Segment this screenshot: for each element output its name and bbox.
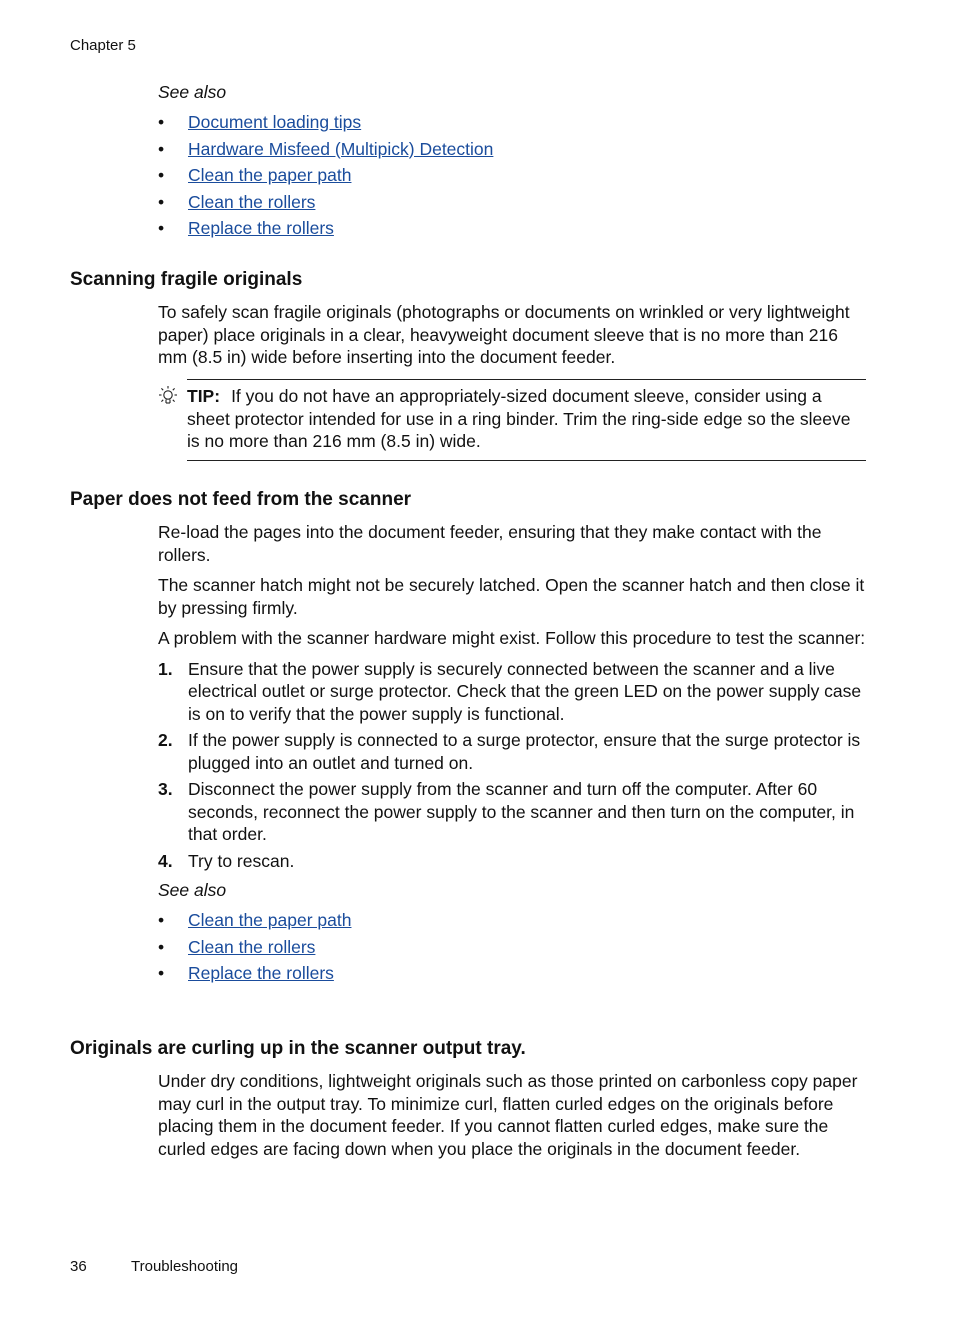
procedure-step — [158, 778, 866, 846]
nofeed-body — [158, 521, 866, 984]
procedure-steps — [158, 658, 866, 873]
curling-paragraph: Under dry conditions, lightweight originals such as those printed on carbonless copy paper may curl in the output tray. To minimize curl, flatten curled edges on the originals before placing them in the document feeder. If you cannot flatten curled edges, make sure the curled edges are facing down when you place the originals in the document feeder. — [158, 1071, 858, 1159]
procedure-step — [158, 729, 866, 774]
tip-label: TIP: — [187, 386, 221, 406]
heading-paper-does-not-feed: Paper does not feed from the scanner — [70, 489, 412, 510]
heading-scanning-fragile-originals: Scanning fragile originals — [70, 269, 303, 290]
bullet: • — [158, 218, 165, 238]
bullet: • — [158, 112, 165, 132]
tip-top-rule — [187, 379, 866, 380]
step-number: 2. — [158, 730, 173, 750]
list-item — [158, 165, 866, 186]
step-text: If the power supply is connected to a surge protector, ensure that the surge protector is plugged into an outlet and turned on. — [188, 730, 861, 773]
see-also-label: See also — [158, 82, 227, 102]
tip-box — [158, 379, 866, 462]
page-number: 36 — [70, 1258, 87, 1275]
procedure-step — [158, 658, 866, 726]
heading-originals-curling: Originals are curling up in the scanner output tray. — [70, 1038, 526, 1059]
fragile-body — [158, 301, 866, 369]
bullet: • — [158, 936, 165, 957]
list-item — [158, 112, 866, 133]
fragile-paragraph: To safely scan fragile originals (photographs or documents on wrinkled or very lightweight paper) place originals in a clear, heavyweight document sleeve that is no more than 216 mm (8.5 in) wide before inserting into the document feeder. — [158, 302, 850, 367]
link-hardware-misfeed-detection[interactable]: Hardware Misfeed (Multipick) Detection — [188, 138, 494, 159]
see-also-link-list — [158, 910, 866, 984]
tip-text — [187, 385, 866, 453]
step-number: 3. — [158, 779, 173, 799]
link-document-loading-tips[interactable]: Document loading tips — [188, 112, 362, 132]
procedure-step — [158, 850, 866, 873]
tip-bottom-rule — [187, 460, 866, 461]
nofeed-paragraph-hatch: The scanner hatch might not be securely latched. Open the scanner hatch and then close it by pressing firmly. — [158, 575, 865, 618]
nofeed-paragraph-hardware: A problem with the scanner hardware might exist. Follow this procedure to test the scanner: — [158, 628, 866, 648]
link-clean-paper-path[interactable]: Clean the paper path — [188, 910, 352, 930]
link-clean-rollers[interactable]: Clean the rollers — [188, 936, 316, 957]
list-item — [158, 139, 866, 160]
link-replace-rollers[interactable]: Replace the rollers — [188, 963, 334, 983]
step-text: Try to rescan. — [188, 850, 295, 871]
list-item — [158, 937, 866, 958]
step-number: 4. — [158, 850, 173, 871]
running-header-chapter: Chapter 5 — [70, 37, 136, 54]
list-item — [158, 192, 866, 213]
link-clean-rollers[interactable]: Clean the rollers — [188, 191, 316, 212]
lightbulb-icon — [158, 385, 178, 407]
link-clean-paper-path[interactable]: Clean the paper path — [188, 165, 352, 185]
list-item — [158, 963, 866, 984]
nofeed-paragraph-reload: Re-load the pages into the document feeder, ensuring that they make contact with the rollers. — [158, 522, 822, 565]
see-also-label: See also — [158, 880, 227, 900]
step-text: Disconnect the power supply from the scanner and turn off the computer. After 60 seconds, reconnect the power supply to the scanner and then turn on the computer, in that order. — [188, 779, 855, 844]
bullet: • — [158, 963, 165, 983]
list-item — [158, 910, 866, 931]
curling-body — [158, 1070, 866, 1160]
see-also-link-list — [158, 112, 866, 239]
list-item — [158, 218, 866, 239]
bullet: • — [158, 191, 165, 212]
bullet: • — [158, 138, 165, 159]
bullet: • — [158, 165, 165, 185]
step-text: Ensure that the power supply is securely connected between the scanner and a live electrical outlet or surge protector. Check that the green LED on the power supply case is on to verify that the power supply is functional. — [188, 658, 862, 724]
footer-section-title: Troubleshooting — [131, 1258, 239, 1275]
see-also-block-intro — [158, 82, 866, 239]
link-replace-rollers[interactable]: Replace the rollers — [188, 218, 334, 238]
step-number: 1. — [158, 658, 173, 679]
tip-body: If you do not have an appropriately-sized document sleeve, consider using a sheet protector intended for use in a ring binder. Trim the ring-side edge so the sleeve is no more than 216 mm (8.5 in) wide. — [187, 386, 851, 451]
bullet: • — [158, 910, 165, 930]
